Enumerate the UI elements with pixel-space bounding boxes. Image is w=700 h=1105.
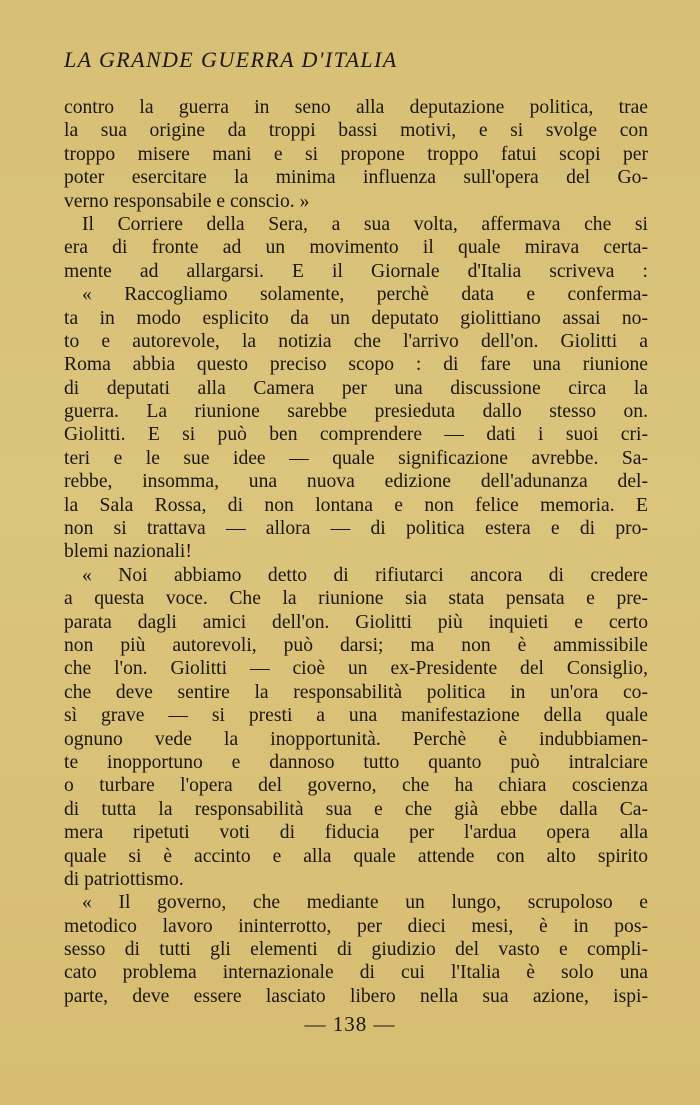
text-line: che l'on. Giolitti — cioè un ex-Presidente del Consiglio, [64, 658, 648, 680]
text-line: non si trattava — allora — di politica estera e di pro- [64, 518, 648, 540]
text-line: Il Corriere della Sera, a sua volta, affermava che si [82, 213, 648, 235]
text-line: la sua origine da troppi bassi motivi, e si svolge con [64, 120, 648, 142]
text-line: mera ripetuti voti di fiducia per l'ardua opera alla [64, 822, 648, 844]
text-line: o turbare l'opera del governo, che ha chiara coscienza [64, 775, 648, 797]
text-line: era di fronte ad un movimento il quale mirava certa- [64, 237, 648, 259]
text-line: contro la guerra in seno alla deputazione politica, trae [64, 97, 648, 118]
text-line: teri e le sue idee — quale significazione avrebbe. Sa- [64, 447, 648, 469]
text-line: rebbe, insomma, una nuova edizione dell'adunanza del- [64, 471, 648, 493]
text-line: parata dagli amici dell'on. Giolitti più inquieti e certo [64, 611, 648, 633]
text-line: sesso di tutti gli elementi di giudizio del vasto e compli- [64, 939, 648, 961]
text-line: metodico lavoro ininterrotto, per dieci mesi, è in pos- [64, 915, 648, 937]
text-line: Giolitti. E si può ben comprendere — dati i suoi cri- [64, 424, 648, 446]
text-line: mente ad allargarsi. E il Giornale d'Italia scriveva : [64, 260, 648, 282]
text-line: di patriottismo. [64, 868, 184, 890]
text-line: to e autorevole, la notizia che l'arrivo dell'on. Giolitti a [64, 330, 648, 352]
text-line: di deputati alla Camera per una discussione circa la [64, 377, 648, 399]
text-line: a questa voce. Che la riunione sia stata pensata e pre- [64, 588, 648, 610]
text-line: quale si è accinto e alla quale attende con alto spirito [64, 845, 648, 867]
text-line: che deve sentire la responsabilità politica in un'ora co- [64, 681, 648, 703]
text-line: non più autorevoli, può darsi; ma non è ammissibile [64, 634, 648, 656]
text-line: te inopportuno e dannoso tutto quanto può intralciare [64, 751, 648, 773]
text-line: verno responsabile e conscio. » [64, 190, 310, 212]
running-head: LA GRANDE GUERRA D'ITALIA [64, 47, 398, 72]
text-line: di tutta la responsabilità sua e che già ebbe dalla Ca- [64, 798, 648, 820]
text-line: guerra. La riunione sarebbe presieduta dallo stesso on. [64, 401, 648, 423]
text-line: « Raccogliamo solamente, perchè data e conferma- [82, 284, 648, 306]
text-line: Roma abbia questo preciso scopo : di fare una riunione [64, 354, 648, 376]
body-text [64, 96, 648, 1008]
text-line: blemi nazionali! [64, 541, 192, 563]
page-number: — 138 — [304, 1012, 396, 1036]
text-line: « Il governo, che mediante un lungo, scrupoloso e [82, 892, 648, 914]
text-line: poter esercitare la minima influenza sull'opera del Go- [64, 167, 648, 189]
text-line: parte, deve essere lasciato libero nella sua azione, ispi- [64, 985, 648, 1007]
text-line: « Noi abbiamo detto di rifiutarci ancora di credere [82, 564, 648, 586]
text-line: ta in modo esplicito da un deputato giolittiano assai no- [64, 307, 648, 329]
text-line: sì grave — si presti a una manifestazione della quale [64, 705, 648, 727]
text-line: cato problema internazionale di cui l'Italia è solo una [64, 962, 648, 984]
text-line: la Sala Rossa, di non lontana e non felice memoria. E [64, 494, 648, 516]
text-line: ognuno vede la inopportunità. Perchè è indubbiamen- [64, 728, 648, 750]
text-line: troppo misere mani e si propone troppo fatui scopi per [64, 143, 648, 165]
